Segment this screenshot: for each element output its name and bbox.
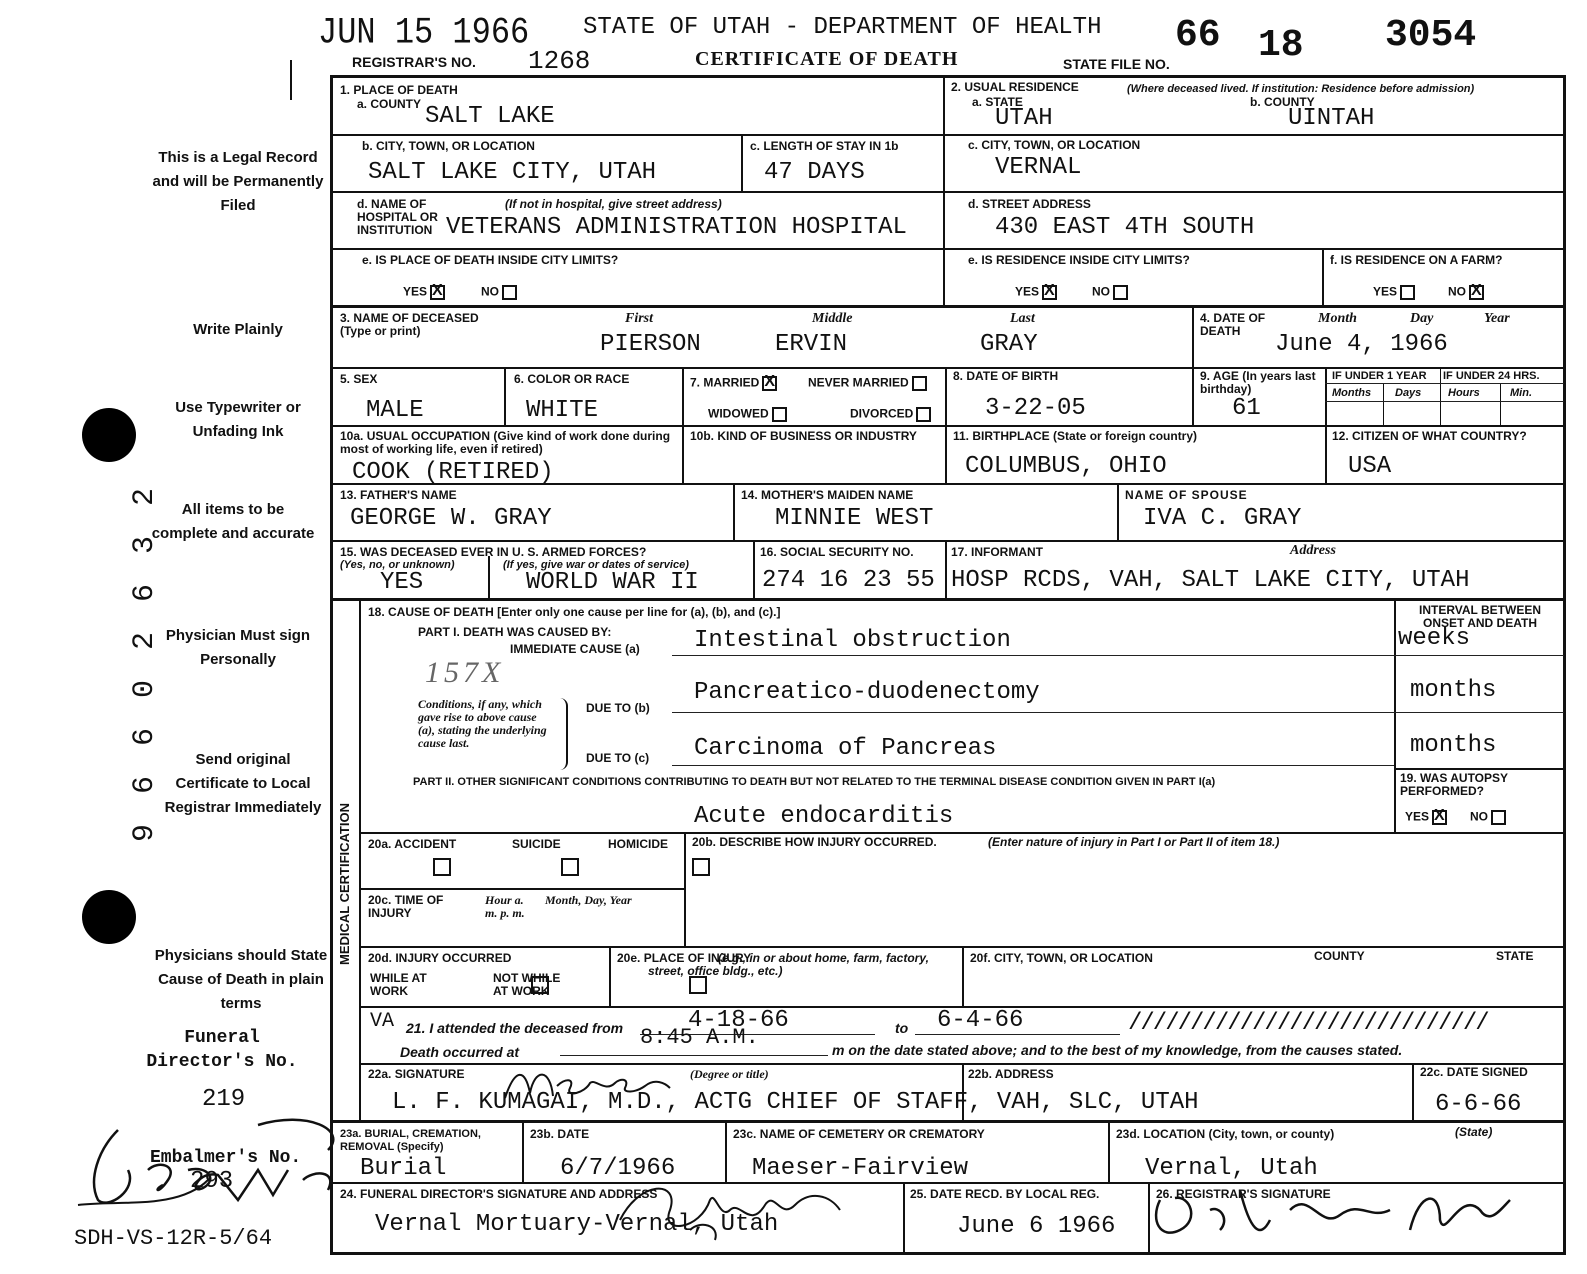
- citizen-value: USA: [1348, 453, 1392, 480]
- part2-value: Acute endocarditis: [694, 803, 954, 830]
- armed-forces-label: 15. WAS DECEASED EVER IN U. S. ARMED FORCES?: [340, 545, 647, 559]
- suicide-checkbox[interactable]: [561, 858, 579, 876]
- injury-state-label: STATE: [1496, 949, 1534, 963]
- last-name-value: GRAY: [980, 331, 1038, 358]
- dob-label: 8. DATE OF BIRTH: [953, 369, 1059, 383]
- medical-certification-label: MEDICAL CERTIFICATION: [337, 802, 352, 965]
- physicians-state-note: Physicians should State Cause of Death in plain terms: [154, 947, 328, 1012]
- funeral-director-label: Funeral Director's No.: [146, 1028, 298, 1072]
- place-of-death-label: 1. PLACE OF DEATH: [340, 83, 458, 97]
- accident-checkbox[interactable]: [433, 858, 451, 876]
- res-county-label: b. COUNTY: [1250, 95, 1315, 109]
- residence-label: 2. USUAL RESIDENCE: [951, 80, 1079, 94]
- pod-inside-limits-label: e. IS PLACE OF DEATH INSIDE CITY LIMITS?: [362, 253, 619, 267]
- date-of-death-label: 4. DATE OF DEATH: [1200, 311, 1266, 338]
- date-of-death-value: June 4, 1966: [1275, 331, 1448, 358]
- punch-hole-top: [82, 408, 136, 462]
- res-farm-yes-checkbox[interactable]: [1400, 285, 1415, 300]
- occupation-value: COOK (RETIRED): [352, 459, 554, 486]
- occupation-label: 10a. USUAL OCCUPATION (Give kind of work done during most of working life, even if retired): [340, 429, 671, 456]
- date-received-value: June 6 1966: [957, 1213, 1116, 1240]
- injury-occurred-label: 20d. INJURY OCCURRED: [368, 951, 512, 965]
- burial-value: Burial: [360, 1155, 447, 1182]
- pod-inside-yes[interactable]: YESX: [403, 285, 445, 300]
- degree-label: (Degree or title): [690, 1067, 769, 1081]
- cause-label: 18. CAUSE OF DEATH [Enter only one cause per line for (a), (b), and (c).]: [368, 605, 781, 619]
- spouse-label: NAME OF SPOUSE: [1125, 488, 1248, 502]
- res-farm-no[interactable]: NOX: [1448, 285, 1484, 300]
- res-farm-label: f. IS RESIDENCE ON A FARM?: [1330, 253, 1503, 267]
- autopsy-no-checkbox[interactable]: [1491, 810, 1506, 825]
- first-label: First: [625, 311, 654, 326]
- date-signed-value: 6-6-66: [1435, 1091, 1522, 1118]
- res-county-value: UINTAH: [1288, 105, 1375, 132]
- middle-label: Middle: [812, 311, 853, 326]
- mother-value: MINNIE WEST: [775, 505, 934, 532]
- res-inside-no-checkbox[interactable]: [1113, 285, 1128, 300]
- autopsy-yes[interactable]: YESX: [1405, 810, 1447, 825]
- registrar-number: 1268: [528, 46, 591, 76]
- interval-label: INTERVAL BETWEEN ONSET AND DEATH: [1418, 603, 1541, 630]
- death-occurred-label: Death occurred at: [400, 1044, 520, 1060]
- pod-inside-no[interactable]: NO: [481, 285, 517, 300]
- state-file-label: STATE FILE NO.: [1063, 56, 1170, 72]
- hospital-value: VETERANS ADMINISTRATION HOSPITAL: [446, 214, 907, 241]
- dob-value: 3-22-05: [985, 395, 1086, 422]
- pod-inside-no-checkbox[interactable]: [502, 285, 517, 300]
- attended-to-value: 6-4-66: [937, 1007, 1024, 1034]
- burial-location-label: 23d. LOCATION (City, town, or county): [1116, 1127, 1335, 1141]
- burial-date-value: 6/7/1966: [560, 1155, 676, 1182]
- form-number: SDH-VS-12R-5/64: [74, 1226, 273, 1251]
- res-street-label: d. STREET ADDRESS: [968, 197, 1091, 211]
- informant-value: HOSP RCDS, VAH, SALT LAKE CITY, UTAH: [951, 567, 1470, 594]
- autopsy-no[interactable]: NO: [1470, 810, 1506, 825]
- time-of-injury-label: 20c. TIME OF INJURY: [368, 893, 444, 920]
- write-plainly-note: Write Plainly: [193, 321, 283, 338]
- attended-from-label: 21. I attended the deceased from: [406, 1020, 624, 1036]
- margin-mark: [290, 60, 292, 100]
- cemetery-value: Maeser-Fairview: [752, 1155, 969, 1182]
- state-file-b: 18: [1258, 24, 1304, 67]
- age-value: 61: [1232, 395, 1261, 422]
- widowed-checkbox[interactable]: [772, 407, 787, 422]
- last-label: Last: [1010, 311, 1035, 326]
- homicide-label: HOMICIDE: [608, 837, 668, 851]
- due-to-c-label: DUE TO (c): [586, 751, 650, 765]
- informant-label: 17. INFORMANT: [951, 545, 1044, 559]
- under-1-year-label: IF UNDER 1 YEAR: [1332, 370, 1427, 382]
- interval-b-value: months: [1410, 677, 1497, 704]
- armed-forces-note: (Yes, no, or unknown): [340, 559, 455, 571]
- typewriter-note: Use Typewriter or Unfading Ink: [175, 399, 301, 440]
- date-signed-label: 22c. DATE SIGNED: [1420, 1065, 1528, 1079]
- hours-label: Hours: [1448, 387, 1480, 399]
- burial-location-value: Vernal, Utah: [1145, 1155, 1318, 1182]
- cemetery-label: 23c. NAME OF CEMETERY OR CREMATORY: [733, 1127, 985, 1141]
- residence-note: (Where deceased lived. If institution: Residence before admission): [1127, 83, 1475, 95]
- attended-to-label: to: [895, 1020, 909, 1036]
- res-city-value: VERNAL: [995, 154, 1082, 181]
- medical-cert-bar: [359, 600, 361, 1120]
- birthplace-value: COLUMBUS, OHIO: [965, 453, 1167, 480]
- res-inside-yes-checkbox[interactable]: [1042, 285, 1057, 300]
- divorced-checkbox[interactable]: [916, 407, 931, 422]
- pod-city-label: b. CITY, TOWN, OR LOCATION: [362, 139, 535, 153]
- place-of-injury-label: 20e. PLACE OF INJURY: [617, 951, 752, 965]
- married-option[interactable]: 7. MARRIEDX: [690, 376, 777, 391]
- months-label: Months: [1332, 387, 1372, 399]
- state-file-c: 3054: [1385, 14, 1477, 57]
- race-value: WHITE: [526, 397, 599, 424]
- never-married-checkbox[interactable]: [912, 376, 927, 391]
- burial-date-label: 23b. DATE: [530, 1127, 590, 1141]
- year-label: Year: [1484, 311, 1510, 326]
- suicide-label: SUICIDE: [512, 837, 561, 851]
- widowed-option[interactable]: WIDOWED: [708, 407, 787, 422]
- legal-record-note: This is a Legal Record and will be Permanently Filed: [152, 149, 324, 214]
- immediate-cause-value: Intestinal obstruction: [694, 627, 1011, 654]
- mother-label: 14. MOTHER'S MAIDEN NAME: [741, 488, 914, 502]
- conditions-bracket: [556, 698, 568, 770]
- part1-label: PART I. DEATH WAS CAUSED BY:: [418, 625, 612, 639]
- vertical-serial: 9 6 6 0 2 6 3 2: [128, 481, 162, 842]
- days-label: Days: [1395, 387, 1422, 399]
- citizen-label: 12. CITIZEN OF WHAT COUNTRY?: [1332, 429, 1527, 443]
- date-stamp: JUN 15 1966: [318, 11, 530, 54]
- not-while-at-work-label: NOT WHILE AT WORK: [493, 971, 561, 998]
- hour-label: Hour a. m. p. m.: [485, 893, 525, 920]
- res-city-label: c. CITY, TOWN, OR LOCATION: [968, 138, 1141, 152]
- registrar-signature-label: 26. REGISTRAR'S SIGNATURE: [1156, 1187, 1331, 1201]
- burial-label: 23a. BURIAL, CREMATION, REMOVAL (Specify): [340, 1128, 481, 1153]
- certificate-title: CERTIFICATE OF DEATH: [695, 48, 959, 70]
- punch-hole-bottom: [82, 890, 136, 944]
- res-state-value: UTAH: [995, 105, 1053, 132]
- registrar-label: REGISTRAR'S NO.: [352, 54, 476, 70]
- armed-forces-value: YES: [380, 569, 424, 596]
- accident-label: 20a. ACCIDENT: [368, 837, 457, 851]
- funeral-director-value: Vernal Mortuary-Vernal, Utah: [375, 1211, 779, 1238]
- death-time-value: 8:45 A.M.: [640, 1025, 759, 1050]
- attending-statement: m on the date stated above; and to the best of my knowledge, from the causes stated.: [832, 1042, 1403, 1058]
- physician-sign-note: Physician Must sign Personally: [165, 627, 311, 668]
- res-inside-no[interactable]: NO: [1092, 285, 1128, 300]
- embalmer-label: Embalmer's No.: [150, 1148, 302, 1168]
- not-while-at-work-checkbox[interactable]: [689, 976, 707, 994]
- race-label: 6. COLOR OR RACE: [514, 372, 630, 386]
- res-street-value: 430 EAST 4TH SOUTH: [995, 214, 1255, 241]
- day-label: Day: [1410, 311, 1434, 326]
- res-farm-no-checkbox[interactable]: [1469, 285, 1484, 300]
- divorced-option[interactable]: DIVORCED: [850, 407, 931, 422]
- res-farm-yes[interactable]: YES: [1373, 285, 1415, 300]
- deceased-name-label: 3. NAME OF DECEASED (Type or print): [340, 311, 479, 338]
- due-to-b-value: Pancreatico-duodenectomy: [694, 679, 1040, 706]
- never-married-option[interactable]: NEVER MARRIED: [808, 376, 927, 391]
- spouse-value: IVA C. GRAY: [1143, 505, 1302, 532]
- hospital-label: d. NAME OF HOSPITAL OR INSTITUTION: [357, 197, 438, 237]
- conditions-note: Conditions, if any, which gave rise to above cause (a), stating the underlying cause last.: [418, 697, 547, 750]
- interval-a-value: weeks: [1398, 625, 1471, 652]
- complete-note: All items to be complete and accurate: [151, 501, 315, 542]
- place-of-injury-note: (e.g., in or about home, farm, factory, street, office bldg., etc.): [648, 951, 929, 978]
- father-label: 13. FATHER'S NAME: [340, 488, 457, 502]
- informant-address-label: Address: [1290, 543, 1336, 558]
- form-title: STATE OF UTAH - DEPARTMENT OF HEALTH: [583, 14, 1102, 41]
- coding-mark: 157X: [425, 656, 505, 689]
- strike-through-marks: /////////////////////////////: [1128, 1010, 1488, 1037]
- attending-prefix-note: VA: [370, 1010, 395, 1033]
- injury-county-label: COUNTY: [1314, 949, 1365, 963]
- pod-inside-yes-checkbox[interactable]: [430, 285, 445, 300]
- business-label: 10b. KIND OF BUSINESS OR INDUSTRY: [690, 429, 917, 443]
- autopsy-label: 19. WAS AUTOPSY PERFORMED?: [1400, 771, 1508, 798]
- age-label: 9. AGE (In years last birthday): [1200, 369, 1316, 396]
- month-day-year-label: Month, Day, Year: [545, 893, 632, 907]
- embalmer-number: 293: [190, 1168, 234, 1195]
- homicide-checkbox[interactable]: [692, 858, 710, 876]
- birthplace-label: 11. BIRTHPLACE (State or foreign country): [953, 429, 1198, 443]
- date-received-label: 25. DATE RECD. BY LOCAL REG.: [910, 1187, 1100, 1201]
- funeral-signature-label: 24. FUNERAL DIRECTOR'S SIGNATURE AND ADDRESS: [340, 1187, 658, 1201]
- sex-value: MALE: [366, 397, 424, 424]
- war-service-value: WORLD WAR II: [526, 569, 699, 596]
- stay-length-value: 47 DAYS: [764, 159, 865, 186]
- burial-state-label: (State): [1455, 1125, 1493, 1139]
- attended-from-value: 4-18-66: [688, 1007, 789, 1034]
- month-label: Month: [1318, 311, 1357, 326]
- injury-describe-note: (Enter nature of injury in Part I or Part II of item 18.): [988, 835, 1280, 849]
- war-service-note: (If yes, give war or dates of service): [503, 559, 689, 571]
- while-at-work-label: WHILE AT WORK: [370, 971, 427, 998]
- sex-label: 5. SEX: [340, 372, 378, 386]
- state-file-a: 66: [1175, 14, 1221, 57]
- injury-city-label: 20f. CITY, TOWN, OR LOCATION: [970, 951, 1153, 965]
- ssn-value: 274 16 23 55: [762, 567, 935, 594]
- under-24-hrs-label: IF UNDER 24 HRS.: [1443, 370, 1540, 382]
- res-inside-yes[interactable]: YESX: [1015, 285, 1057, 300]
- pod-city-value: SALT LAKE CITY, UTAH: [368, 159, 657, 186]
- signer-address-label: 22b. ADDRESS: [968, 1067, 1054, 1081]
- signer-value: L. F. KUMAGAI, M.D., ACTG CHIEF OF STAFF, VAH, SLC, UTAH: [392, 1089, 1199, 1116]
- pod-county-value: SALT LAKE: [425, 103, 555, 130]
- hospital-note: (If not in hospital, give street address): [505, 197, 722, 211]
- stay-length-label: c. LENGTH OF STAY IN 1b: [750, 139, 899, 153]
- ssn-label: 16. SOCIAL SECURITY NO.: [760, 545, 914, 559]
- father-value: GEORGE W. GRAY: [350, 505, 552, 532]
- due-to-b-label: DUE TO (b): [586, 701, 650, 715]
- first-name-value: PIERSON: [600, 331, 701, 358]
- min-label: Min.: [1510, 387, 1532, 399]
- due-to-c-value: Carcinoma of Pancreas: [694, 735, 997, 762]
- autopsy-yes-checkbox[interactable]: [1432, 810, 1447, 825]
- res-state-label: a. STATE: [972, 95, 1023, 109]
- embalmer-signature: [58, 1110, 358, 1230]
- funeral-director-number: 219: [202, 1086, 246, 1113]
- pod-county-label: a. COUNTY: [357, 97, 422, 111]
- married-checkbox[interactable]: [762, 376, 777, 391]
- res-inside-limits-label: e. IS RESIDENCE INSIDE CITY LIMITS?: [968, 253, 1190, 267]
- part2-label: PART II. OTHER SIGNIFICANT CONDITIONS CONTRIBUTING TO DEATH BUT NOT RELATED TO THE TERMINAL DISEASE CONDITION GIVEN IN PART I(a): [413, 776, 1216, 788]
- registrar-signature: [1140, 1170, 1540, 1254]
- immediate-cause-label: IMMEDIATE CAUSE (a): [510, 642, 640, 656]
- middle-name-value: ERVIN: [775, 331, 848, 358]
- injury-describe-label: 20b. DESCRIBE HOW INJURY OCCURRED.: [692, 835, 937, 849]
- interval-c-value: months: [1410, 732, 1497, 759]
- send-original-note: Send original Certificate to Local Registrar Immediately: [164, 751, 322, 816]
- signature-label: 22a. SIGNATURE: [368, 1067, 465, 1081]
